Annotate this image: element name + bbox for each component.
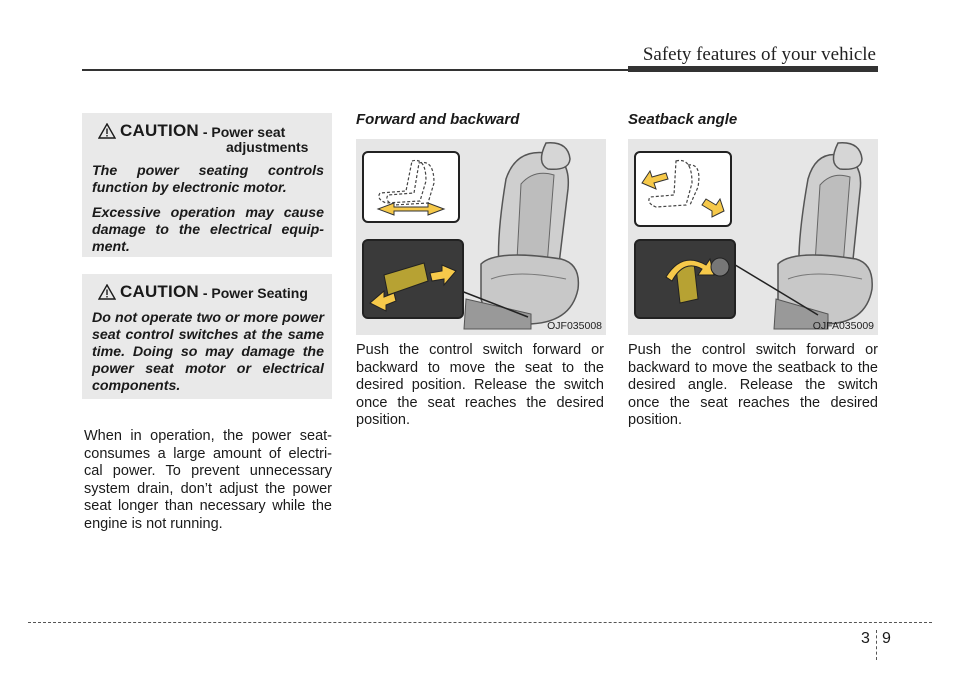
caution-subtitle: - Power seat [202, 124, 286, 140]
caution-word: CAUTION [120, 282, 199, 301]
caution-subtitle-line2: adjustments [226, 139, 309, 155]
caution-word: CAUTION [120, 121, 199, 140]
caution-paragraph: Excessive operation may cause damage to the electrical equip- ment. [92, 205, 324, 255]
caution-subtitle: - Power Seating [202, 285, 308, 301]
section-body-forward-backward: Push the control switch forward or backward to move the seat to the desired position. Release the switch once the seat reaches the desired position. [356, 342, 604, 428]
inset-seat-diagram [634, 151, 732, 227]
figure-code: OJF035008 [547, 320, 602, 332]
figure-forward-backward [356, 139, 606, 335]
header-rule [82, 69, 630, 71]
section-title-seatback-angle: Seatback angle [628, 111, 738, 128]
figure-seatback-angle [628, 139, 878, 335]
footer-rule [28, 622, 932, 623]
left-body-paragraph: When in operation, the power seat- consumes a large amount of electri- cal power. To prevent unnecessary system drain, don’t adjust the power seat longer than necessary while the engine is not running. [84, 428, 332, 532]
warning-triangle-icon [98, 123, 116, 139]
caution-paragraph: The power seating controls function by electronic motor. [92, 163, 324, 196]
running-header: Safety features of your vehicle [642, 44, 876, 65]
caution-box-power-seating [82, 274, 332, 399]
page-chapter: 3 [861, 630, 870, 647]
page-number: 9 [882, 630, 891, 647]
inset-control-switch [634, 239, 736, 319]
caution-paragraph: Do not operate two or more power seat control switches at the same time. Doing so may damage the power seat motor or electrical components. [92, 310, 324, 394]
caution-box-power-seat-adjustments [82, 113, 332, 257]
page-number-separator [876, 630, 877, 660]
figure-code: OJFA035009 [812, 320, 874, 332]
caution-heading [92, 121, 324, 141]
header-rule-thick [628, 66, 878, 72]
inset-control-switch [362, 239, 464, 319]
section-title-forward-backward: Forward and backward [356, 111, 520, 128]
inset-seat-diagram [362, 151, 460, 223]
warning-triangle-icon [98, 284, 116, 300]
caution-heading [92, 282, 324, 302]
section-body-seatback-angle: Push the control switch forward or backward to move the seatback to the desired angle. Release the switch once the seat reaches the desired position. [628, 342, 878, 428]
